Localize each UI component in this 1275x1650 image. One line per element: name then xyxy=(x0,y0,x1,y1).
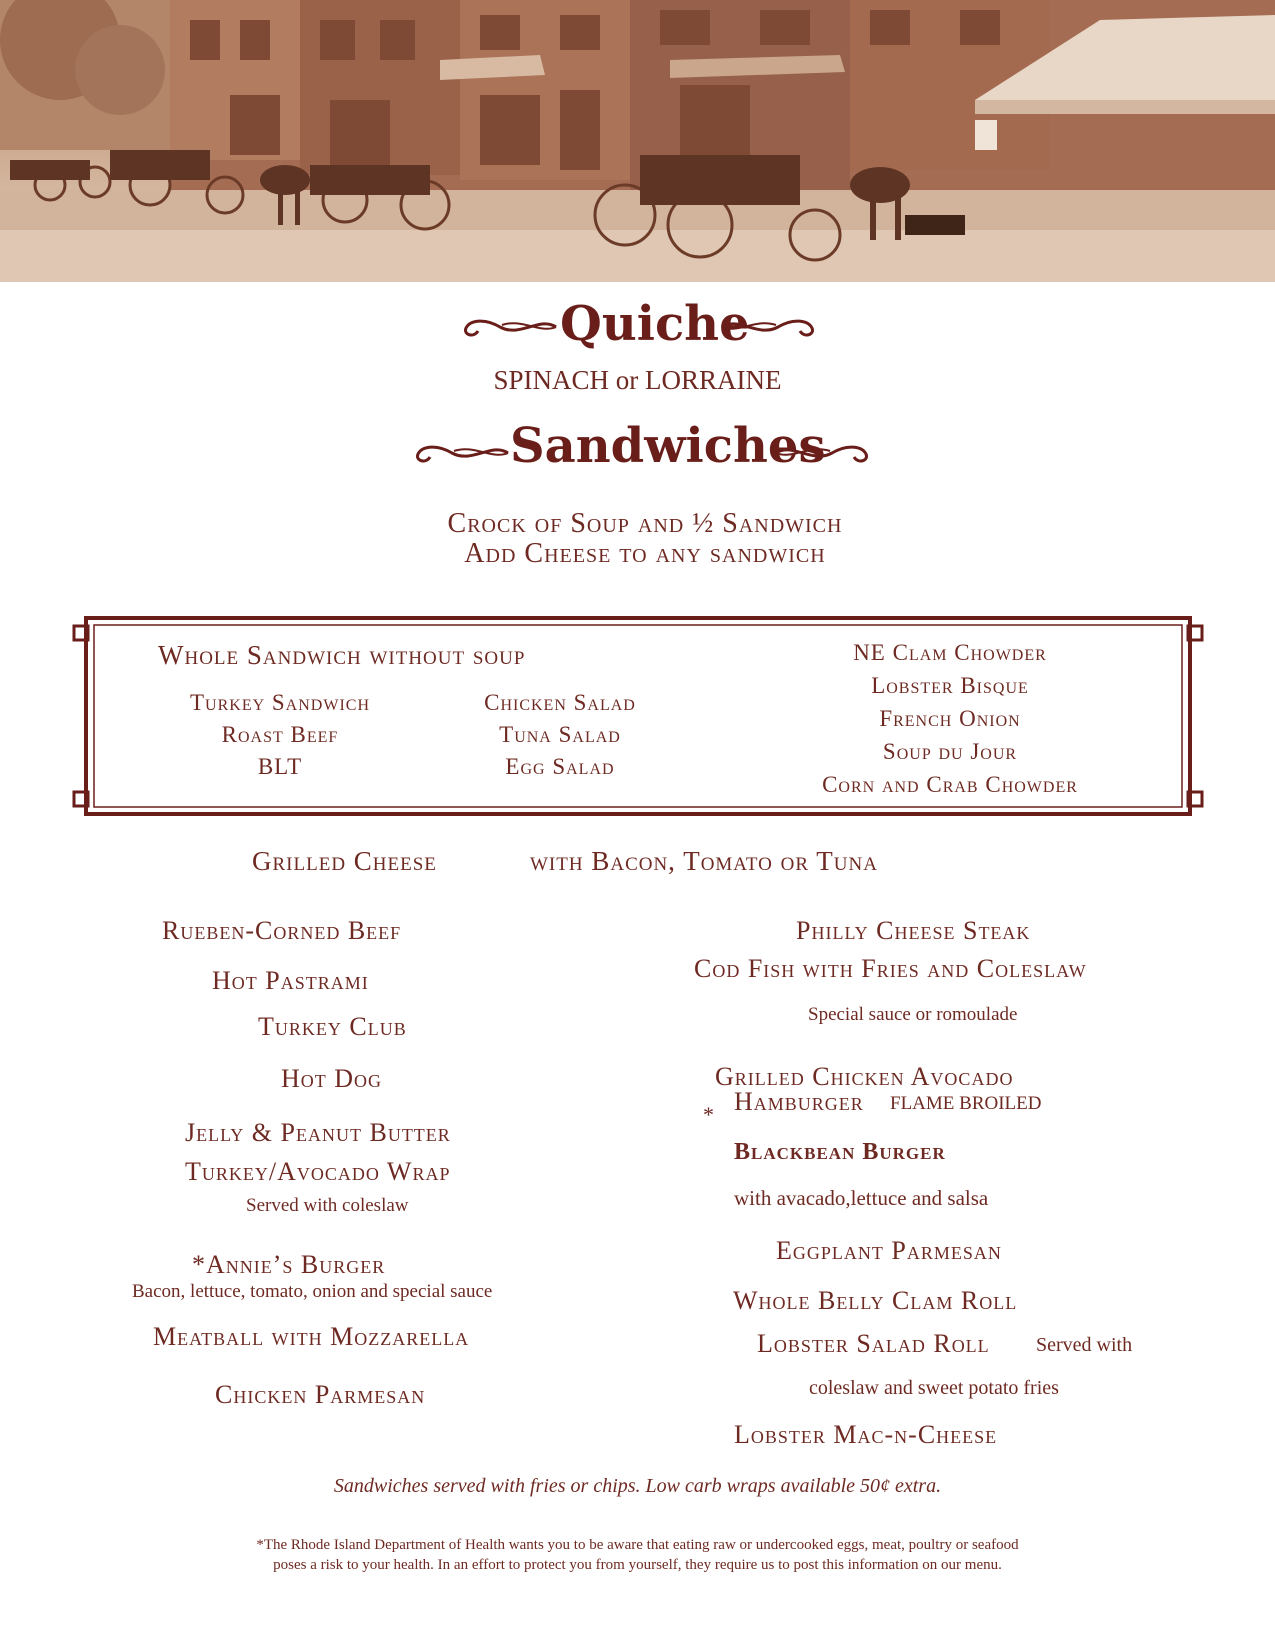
sandwiches-heading: Sandwiches xyxy=(510,418,826,474)
box-item: Roast Beef xyxy=(221,722,339,747)
item-note: with avacado,lettuce and salsa xyxy=(734,1186,989,1210)
item-note: coleslaw and sweet potato fries xyxy=(809,1377,1059,1399)
item-note: Served with xyxy=(1036,1334,1133,1356)
header-street-photo xyxy=(0,0,1275,282)
menu-item: Hot Dog xyxy=(281,1064,383,1093)
box-item: Egg Salad xyxy=(505,754,615,779)
menu-item: Chicken Parmesan xyxy=(215,1380,426,1409)
soup-item: French Onion xyxy=(879,706,1021,731)
health-warning-line: poses a risk to your health. In an effort to protect you from yourself, they require us to post this information on our menu. xyxy=(273,1557,1002,1573)
menu-item: Lobster Salad Roll xyxy=(757,1329,990,1358)
crock-soup-line: Crock of Soup and ½ Sandwich xyxy=(447,508,843,539)
soup-item: Soup du Jour xyxy=(882,739,1018,764)
box-item: Tuna Salad xyxy=(499,722,621,747)
menu-item: Blackbean Burger xyxy=(734,1139,946,1165)
menu-item: Philly Cheese Steak xyxy=(796,916,1031,945)
right-flourish-icon xyxy=(718,312,818,342)
item-note: FLAME BROILED xyxy=(890,1093,1042,1114)
menu-item: Meatball with Mozzarella xyxy=(153,1322,470,1351)
menu-item: Cod Fish with Fries and Coleslaw xyxy=(694,954,1087,983)
item-note: Special sauce or romoulade xyxy=(808,1004,1018,1025)
grilled-cheese-extras: with Bacon, Tomato or Tuna xyxy=(530,846,878,876)
box-item: BLT xyxy=(257,754,303,779)
health-warning-line: *The Rhode Island Department of Health wants you to be aware that eating raw or undercooked eggs, meat, poultry or seafood xyxy=(256,1537,1019,1553)
menu-item: Grilled Chicken Avocado xyxy=(715,1062,1014,1091)
served-with-note: Sandwiches served with fries or chips. Low carb wraps available 50¢ extra. xyxy=(333,1475,942,1497)
item-note: Served with coleslaw xyxy=(246,1195,409,1216)
box-item: Chicken Salad xyxy=(484,690,636,715)
right-flourish-icon xyxy=(772,438,872,468)
menu-item: Hamburger xyxy=(734,1087,864,1116)
menu-item: Whole Belly Clam Roll xyxy=(733,1286,1018,1315)
menu-item: Turkey Club xyxy=(258,1012,407,1041)
left-flourish-icon xyxy=(460,312,560,342)
menu-item: Jelly & Peanut Butter xyxy=(185,1118,451,1147)
left-flourish-icon xyxy=(412,438,512,468)
quiche-options: SPINACH or LORRAINE xyxy=(493,365,782,395)
item-note: Bacon, lettuce, tomato, onion and special sauce xyxy=(132,1281,493,1302)
menu-item: Rueben-Corned Beef xyxy=(162,916,402,945)
menu-item: Turkey/Avocado Wrap xyxy=(185,1157,451,1186)
menu-item: Lobster Mac-n-Cheese xyxy=(734,1420,998,1449)
soup-item: NE Clam Chowder xyxy=(853,640,1047,665)
soup-item: Lobster Bisque xyxy=(871,673,1029,698)
add-cheese-line: Add Cheese to any sandwich xyxy=(464,538,826,569)
soup-item: Corn and Crab Chowder xyxy=(822,772,1078,797)
box-title: Whole Sandwich without soup xyxy=(158,640,526,670)
quiche-heading: Quiche xyxy=(560,296,750,352)
box-item: Turkey Sandwich xyxy=(189,690,371,715)
menu-item: Eggplant Parmesan xyxy=(776,1236,1002,1265)
asterisk-mark: * xyxy=(703,1102,714,1127)
menu-item: Hot Pastrami xyxy=(212,966,369,995)
grilled-cheese-item: Grilled Cheese xyxy=(252,846,437,876)
menu-item: *Annie’s Burger xyxy=(192,1250,386,1279)
